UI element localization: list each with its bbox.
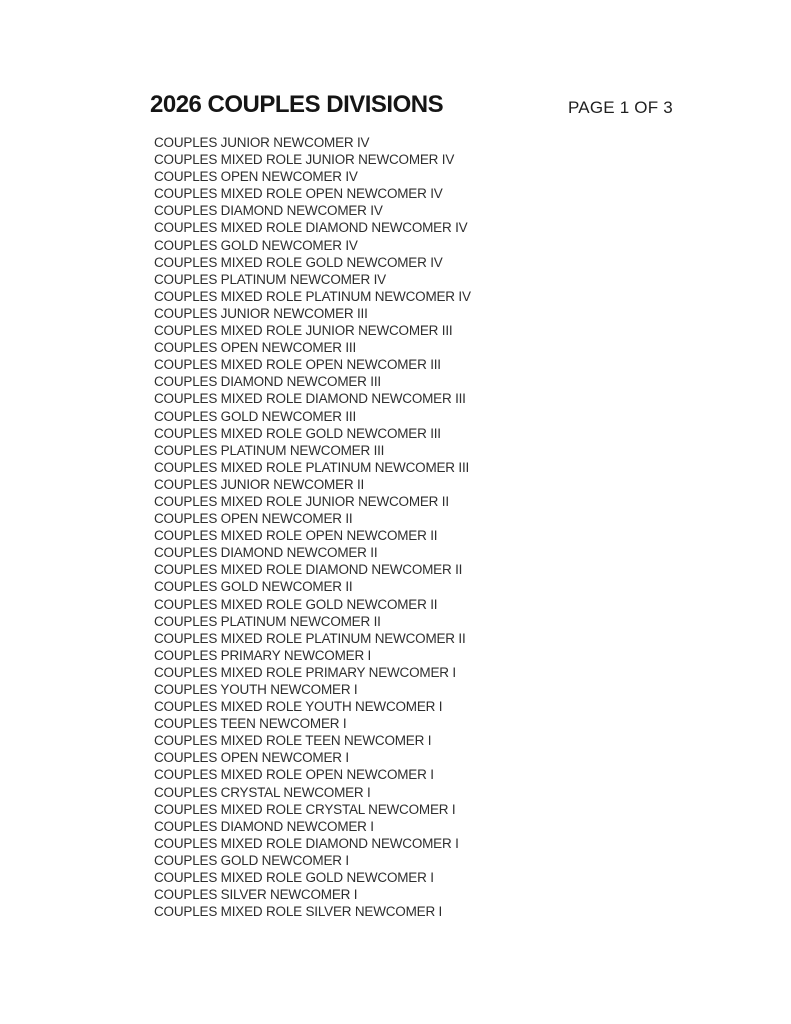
division-list-item: COUPLES MIXED ROLE PLATINUM NEWCOMER III (154, 459, 470, 475)
division-list-item: COUPLES MIXED ROLE OPEN NEWCOMER III (154, 357, 441, 373)
division-list-item: COUPLES MIXED ROLE JUNIOR NEWCOMER III (154, 323, 453, 339)
division-list-item: COUPLES DIAMOND NEWCOMER I (154, 818, 374, 834)
division-list-item: COUPLES SILVER NEWCOMER I (154, 887, 358, 903)
division-list-item: COUPLES GOLD NEWCOMER II (154, 579, 353, 595)
division-list-item: COUPLES MIXED ROLE DIAMOND NEWCOMER IV (154, 220, 468, 236)
division-list-item: COUPLES MIXED ROLE GOLD NEWCOMER IV (154, 254, 443, 270)
division-list-item: COUPLES PLATINUM NEWCOMER II (154, 613, 381, 629)
division-list-item: COUPLES OPEN NEWCOMER II (154, 511, 353, 527)
division-list-item: COUPLES MIXED ROLE PLATINUM NEWCOMER IV (154, 288, 471, 304)
division-list-item: COUPLES MIXED ROLE YOUTH NEWCOMER I (154, 699, 443, 715)
division-list-item: COUPLES MIXED ROLE DIAMOND NEWCOMER I (154, 835, 459, 851)
division-list-item: COUPLES JUNIOR NEWCOMER IV (154, 135, 370, 150)
division-list-item: COUPLES YOUTH NEWCOMER I (154, 682, 358, 697)
division-list-item: COUPLES TEEN NEWCOMER I (154, 716, 347, 732)
division-list-item: COUPLES PLATINUM NEWCOMER III (154, 442, 385, 458)
division-list-item: COUPLES DIAMOND NEWCOMER II (154, 545, 378, 561)
division-list-item: COUPLES PRIMARY NEWCOMER I (154, 647, 372, 663)
division-list-item: COUPLES MIXED ROLE JUNIOR NEWCOMER IV (154, 152, 455, 168)
division-list-item: COUPLES DIAMOND NEWCOMER IV (154, 203, 383, 219)
division-list-item: COUPLES JUNIOR NEWCOMER II (154, 476, 365, 492)
division-list-item: COUPLES MIXED ROLE GOLD NEWCOMER I (154, 870, 434, 886)
division-list-item: COUPLES OPEN NEWCOMER IV (154, 169, 358, 185)
division-list-item: COUPLES GOLD NEWCOMER I (154, 852, 349, 868)
division-list-item: COUPLES MIXED ROLE DIAMOND NEWCOMER III (154, 391, 466, 407)
division-list-item: COUPLES MIXED ROLE PLATINUM NEWCOMER II (154, 630, 466, 646)
division-list-item: COUPLES CRYSTAL NEWCOMER I (154, 784, 371, 800)
division-list (154, 134, 471, 920)
page-number-label: PAGE 1 OF 3 (568, 98, 673, 117)
division-list-item: COUPLES MIXED ROLE OPEN NEWCOMER II (154, 528, 438, 544)
document-header (0, 91, 791, 121)
division-list-item: COUPLES MIXED ROLE DIAMOND NEWCOMER II (154, 562, 463, 578)
division-list-item: COUPLES OPEN NEWCOMER III (154, 340, 357, 356)
division-list-item: COUPLES MIXED ROLE JUNIOR NEWCOMER II (154, 493, 449, 509)
division-list-item: COUPLES MIXED ROLE OPEN NEWCOMER IV (154, 186, 443, 202)
division-list-item: COUPLES OPEN NEWCOMER I (154, 750, 349, 766)
division-list-item: COUPLES MIXED ROLE GOLD NEWCOMER II (154, 596, 438, 612)
division-list-item: COUPLES JUNIOR NEWCOMER III (154, 305, 368, 321)
division-list-item: COUPLES PLATINUM NEWCOMER IV (154, 271, 386, 287)
division-list-item: COUPLES MIXED ROLE CRYSTAL NEWCOMER I (154, 801, 456, 817)
division-list-item: COUPLES DIAMOND NEWCOMER III (154, 374, 381, 390)
page-title: 2026 COUPLES DIVISIONS (150, 91, 444, 118)
division-list-item: COUPLES MIXED ROLE TEEN NEWCOMER I (154, 733, 432, 749)
division-list-item: COUPLES GOLD NEWCOMER III (154, 408, 357, 424)
division-list-item: COUPLES MIXED ROLE PRIMARY NEWCOMER I (154, 664, 456, 680)
division-list-item: COUPLES MIXED ROLE OPEN NEWCOMER I (154, 767, 434, 783)
division-list-item: COUPLES GOLD NEWCOMER IV (154, 237, 358, 253)
division-list-item: COUPLES MIXED ROLE SILVER NEWCOMER I (154, 904, 443, 920)
division-list-item: COUPLES MIXED ROLE GOLD NEWCOMER III (154, 425, 441, 441)
